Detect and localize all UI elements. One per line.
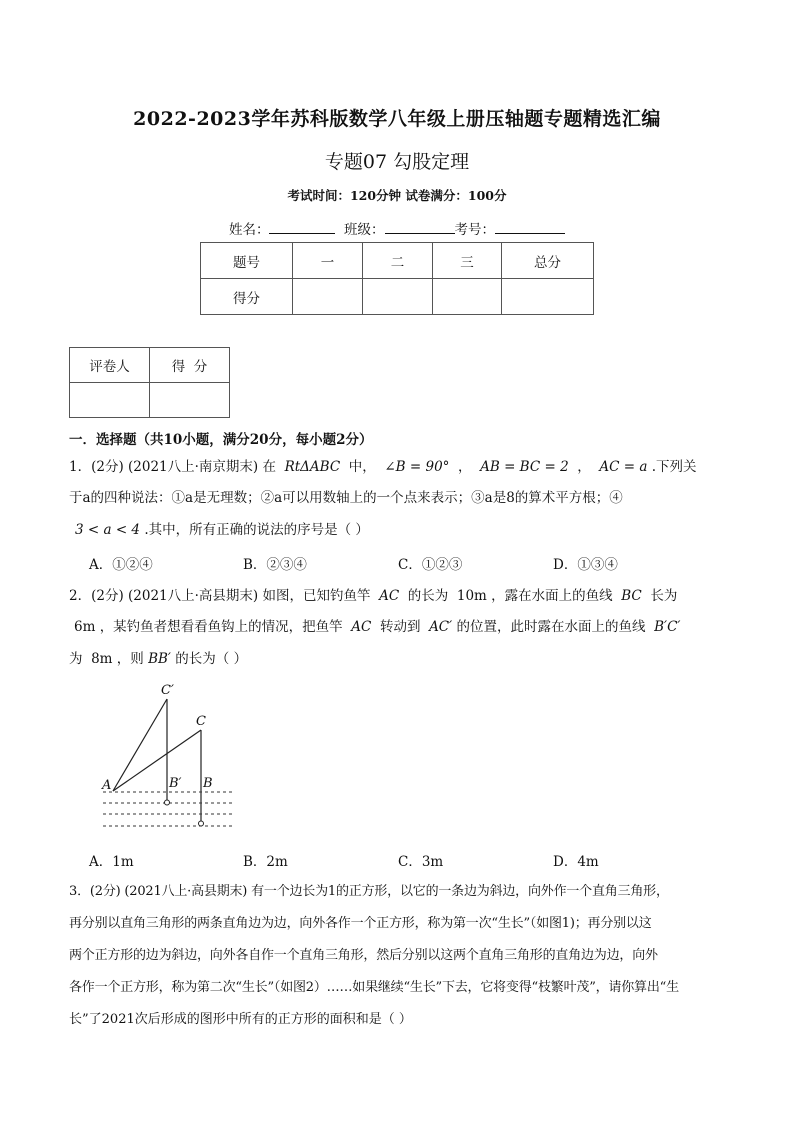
q2-math: AC [351, 619, 372, 635]
q2-text: 长为 [650, 588, 678, 604]
score-header-cell: 二 [363, 243, 433, 279]
subtitle: 专题07 勾股定理 [324, 151, 470, 173]
q2-option-d[interactable]: D．4m [553, 854, 599, 870]
q1-text: 中， [348, 459, 376, 475]
q1-text: .其中，所有正确的说法的序号是（ ） [144, 522, 369, 538]
fishing-rod-figure [95, 678, 240, 838]
q2-math: 6m [74, 619, 96, 635]
q1-text: ， [458, 459, 472, 475]
q1-math: ∠B = 90° [384, 459, 450, 475]
grader-score-label: 得 分 [150, 348, 230, 383]
number-label: 考号： [454, 222, 496, 238]
class-blank[interactable] [385, 219, 455, 234]
label-c: C [196, 714, 206, 729]
q2-line3 [69, 649, 725, 669]
q2-option-a[interactable]: A．1m [89, 854, 134, 870]
q1-option-a[interactable]: A．①②④ [89, 557, 153, 573]
label-a: A [102, 778, 112, 793]
score-header-cell: 总分 [502, 243, 594, 279]
q3-line1: 3．(2分) (2021八上·高县期末) 有一个边长为1的正方形，以它的一条边为斜边，向外作一个直角三角形， [69, 884, 669, 899]
q2-text: 的长为 [407, 588, 449, 604]
grader-score-cell[interactable] [150, 383, 230, 418]
label-b: B [203, 776, 213, 791]
q1-line3 [75, 520, 731, 540]
q2-option-b[interactable]: B．2m [243, 854, 288, 870]
grader-label: 评卷人 [70, 348, 150, 383]
q2-math: AC′ [429, 619, 453, 635]
label-b-prime: B′ [169, 776, 182, 791]
score-table [200, 242, 594, 315]
section-title: 一．选择题（共10小题，满分20分，每小题2分） [69, 432, 373, 448]
grader-cell[interactable] [70, 383, 150, 418]
q2-text: 转动到 [379, 619, 421, 635]
rod-ac [113, 730, 201, 791]
label-c-prime: C′ [161, 683, 174, 698]
q2-text: ，则 [116, 651, 144, 667]
name-label: 姓名： [228, 222, 270, 238]
q2-math: 8m [91, 651, 113, 667]
score-table-header-row [201, 243, 594, 279]
q2-math: BB′ [148, 651, 171, 667]
q1-math: AC = a [599, 459, 648, 475]
q3-line3: 两个正方形的边为斜边，向外各自作一个直角三角形，然后分别以这两个直角三角形的直角边为边，向外 [69, 948, 658, 963]
name-blank[interactable] [269, 219, 335, 234]
q2-math: AC [379, 588, 400, 604]
score-header-cell: 三 [433, 243, 502, 279]
q1-math: RtΔABC [284, 459, 341, 475]
q2-math: BC [621, 588, 642, 604]
q1-option-c[interactable]: C．①②③ [398, 557, 463, 573]
q2-text: 的位置，此时露在水面上的鱼线 [456, 619, 646, 635]
q2-line1 [69, 586, 725, 606]
class-label: 班级： [344, 222, 385, 238]
score-cell[interactable] [502, 279, 594, 315]
score-cell[interactable] [293, 279, 363, 315]
score-table-score-row [201, 279, 594, 315]
q2-line2 [74, 617, 730, 637]
q3-line2: 再分别以直角三角形的两条直角边为边，向外各作一个正方形，称为第一次“生长”（如图1)；再分别以这 [69, 916, 652, 931]
rod-ac-prime [113, 699, 167, 791]
exam-info: 考试时间：120分钟 试卷满分：100分 [287, 188, 507, 203]
q1-line2: 于a的四种说法：①a是无理数；②a可以用数轴上的一个点来表示；③a是8的算术平方根；④ [69, 490, 623, 506]
q1-option-d[interactable]: D．①③④ [553, 557, 618, 573]
q2-option-c[interactable]: C．3m [398, 854, 444, 870]
q1-math: 3 < a < 4 [75, 522, 141, 538]
q2-text: 2．(2分) (2021八上·高县期末) 如图，已知钓鱼竿 [69, 588, 371, 604]
q1-option-b[interactable]: B．②③④ [243, 557, 307, 573]
score-header-cell: 题号 [201, 243, 293, 279]
q1-text: ， [577, 459, 591, 475]
hook-icon [199, 821, 204, 826]
q1-text: .下列关 [651, 459, 697, 475]
number-blank[interactable] [495, 219, 565, 234]
grader-table [69, 347, 230, 418]
q2-text: 的长为（ ） [175, 651, 248, 667]
q1-line1 [69, 457, 725, 477]
score-cell[interactable] [363, 279, 433, 315]
score-row-label: 得分 [201, 279, 293, 315]
q2-text: ，某钓鱼者想看看鱼钩上的情况，把鱼竿 [99, 619, 343, 635]
q2-text: ，露在水面上的鱼线 [491, 588, 613, 604]
q1-math: AB = BC = 2 [480, 459, 569, 475]
score-header-cell: 一 [293, 243, 363, 279]
score-cell[interactable] [433, 279, 502, 315]
q2-math: B′C′ [654, 619, 681, 635]
student-info-fields [0, 218, 794, 238]
q1-text: 1．(2分) (2021八上·南京期末) 在 [69, 459, 276, 475]
q2-text: 为 [69, 651, 83, 667]
q3-line4: 各作一个正方形，称为第二次“生长”（如图2）……如果继续“生长”下去，它将变得“枝繁叶茂”，请你算出“生 [69, 980, 679, 995]
main-title: 2022-2023学年苏科版数学八年级上册压轴题专题精选汇编 [133, 108, 661, 130]
q2-math: 10m [456, 588, 487, 604]
q3-line5: 长”了2021次后形成的图形中所有的正方形的面积和是（ ） [69, 1012, 412, 1027]
hook-icon [165, 800, 170, 805]
